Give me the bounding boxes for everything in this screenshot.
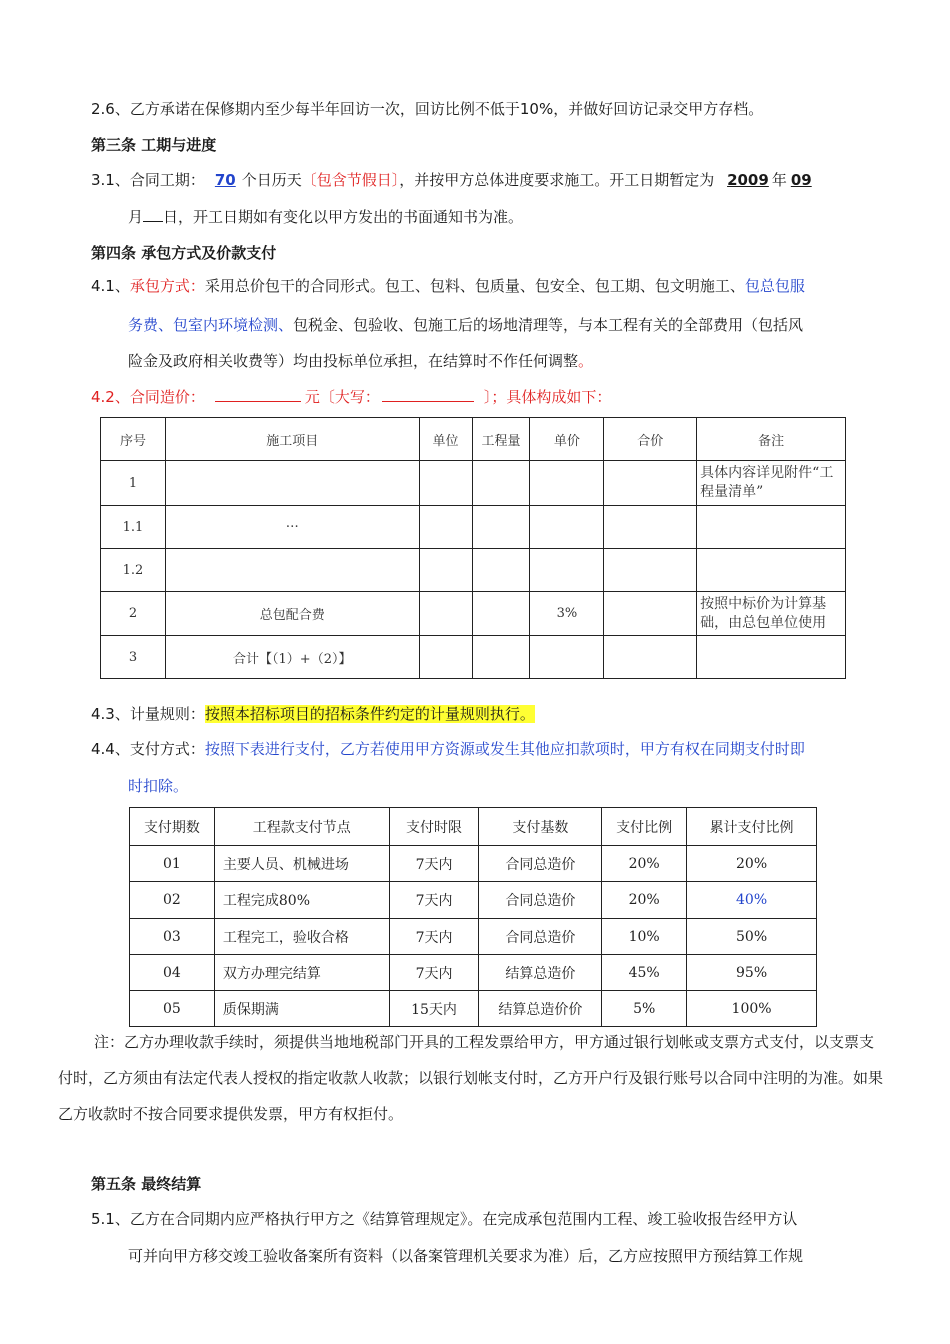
contract-price-blank <box>215 385 301 402</box>
table-cell: 20% <box>602 882 687 919</box>
table-cell <box>697 636 846 679</box>
table-cell <box>472 636 530 679</box>
clause-highlight: 务费、包室内环境检测、 <box>128 316 294 334</box>
clause-number: 3.1、 <box>91 171 130 189</box>
table-cell <box>472 592 530 636</box>
contract-price-words-blank <box>382 385 474 402</box>
clause-number: 5.1、 <box>91 1210 130 1228</box>
clause-text: 险金及政府相关收费等）均由投标单位承担，在结算时不作任何调整 <box>128 352 579 370</box>
table-cell <box>604 506 697 549</box>
table-cell <box>530 506 604 549</box>
table-cell <box>604 592 697 636</box>
clause-label: 承包方式： <box>129 277 205 295</box>
table-row <box>130 991 817 1027</box>
start-day-blank <box>143 205 163 222</box>
table-cell: 3 <box>101 636 166 679</box>
clause-5-1-cont: 可并向甲方移交竣工验收备案所有资料（以备案管理机关要求为准）后，乙方应按照甲方预结算工作规 <box>128 1247 804 1265</box>
column-header: 工程款支付节点 <box>214 808 389 846</box>
table-cell <box>419 636 472 679</box>
table-cell: 20% <box>602 846 687 882</box>
table-cell <box>165 461 419 506</box>
column-header: 单价 <box>530 418 604 461</box>
table-cell <box>604 636 697 679</box>
clause-text: 合同工期： <box>129 171 205 189</box>
clause-number: 4.4、 <box>91 740 130 758</box>
table-cell <box>472 506 530 549</box>
clause-label: 合同造价： <box>129 388 205 406</box>
table-cell: 50% <box>687 919 817 955</box>
table-cell <box>530 549 604 592</box>
table-row <box>130 882 817 919</box>
clause-text: ，并按甲方总体进度要求施工。开工日期暂定为 <box>399 171 720 189</box>
column-header: 合价 <box>604 418 697 461</box>
table-cell: 合同总造价 <box>479 846 602 882</box>
clause-3-1 <box>91 169 890 191</box>
table-cell: 15天内 <box>389 991 479 1027</box>
clause-text: 。 <box>578 352 594 370</box>
table-cell: 主要人员、机械进场 <box>214 846 389 882</box>
table-cell: 95% <box>687 955 817 991</box>
table-row <box>101 592 846 636</box>
table-cell: 1 <box>101 461 166 506</box>
table-row <box>101 549 846 592</box>
table-cell: 02 <box>130 882 215 919</box>
table-cell <box>604 549 697 592</box>
table-cell: 45% <box>602 955 687 991</box>
clause-text: 乙方在合同期内应严格执行甲方之《结算管理规定》。在完成承包范围内工程、竣工验收报告经甲方认 <box>129 1210 798 1228</box>
article-4-heading: 第四条 承包方式及价款支付 <box>91 244 277 262</box>
table-cell <box>530 636 604 679</box>
column-header: 备注 <box>697 418 846 461</box>
cost-breakdown-table <box>100 417 846 679</box>
clause-text: 元〔大写： <box>304 388 380 406</box>
table-cell: 3% <box>530 592 604 636</box>
table-row <box>130 919 817 955</box>
table-cell <box>604 461 697 506</box>
clause-text: 个日历天 <box>241 171 302 189</box>
table-cell: 7天内 <box>389 955 479 991</box>
holiday-note: 〔包含节假日〕 <box>301 171 400 189</box>
table-cell: 05 <box>130 991 215 1027</box>
table-cell: … <box>165 506 419 549</box>
table-cell: 7天内 <box>389 882 479 919</box>
table-cell: 按照中标价为计算基础，由总包单位使用 <box>697 592 846 636</box>
start-year: 2009 <box>727 171 769 189</box>
table-cell: 合同总造价 <box>479 882 602 919</box>
table-cell: 2 <box>101 592 166 636</box>
clause-text: 日，开工日期如有变化以甲方发出的书面通知书为准。 <box>163 208 524 226</box>
clause-3-1-cont <box>128 205 890 228</box>
clause-text: 月 <box>128 208 144 226</box>
table-row <box>130 955 817 991</box>
table-cell: 40% <box>687 882 817 919</box>
column-header: 单位 <box>419 418 472 461</box>
table-cell <box>419 506 472 549</box>
clause-4-3 <box>91 703 890 725</box>
clause-4-1-cont1 <box>128 314 890 336</box>
table-cell: 03 <box>130 919 215 955</box>
table-row <box>101 636 846 679</box>
payment-note: 注：乙方办理收款手续时，须提供当地地税部门开具的工程发票给甲方，甲方通过银行划帐或支票方式支付，以支票支付时，乙方须由有法定代表人授权的指定收款人收款；以银行划帐支付时，乙方开户行及银行账号以合同中注明的为准。如果乙方收款时不按合同要求提供发票，甲方有权拒付。 <box>58 1033 884 1123</box>
clause-text: 包税金、包验收、包施工后的场地清理等，与本工程有关的全部费用（包括风 <box>293 316 804 334</box>
column-header: 施工项目 <box>165 418 419 461</box>
table-cell: 总包配合费 <box>165 592 419 636</box>
table-cell: 100% <box>687 991 817 1027</box>
table-cell <box>697 549 846 592</box>
payment-schedule-table <box>129 807 817 1027</box>
clause-4-4-cont: 时扣除。 <box>128 777 189 795</box>
clause-text: 年 <box>771 171 787 189</box>
column-header: 序号 <box>101 418 166 461</box>
table-header-row <box>101 418 846 461</box>
table-cell: 质保期满 <box>214 991 389 1027</box>
table-cell <box>530 461 604 506</box>
contract-days: 70 <box>214 171 236 189</box>
start-month: 09 <box>790 171 812 189</box>
clause-number: 4.1、 <box>91 277 130 295</box>
column-header: 支付时限 <box>389 808 479 846</box>
table-cell: 7天内 <box>389 919 479 955</box>
clause-5-1 <box>91 1208 890 1230</box>
table-cell: 工程完成80% <box>214 882 389 919</box>
table-cell: 10% <box>602 919 687 955</box>
clause-text: 〕；具体构成如下： <box>483 388 612 406</box>
table-cell <box>472 461 530 506</box>
table-cell: 20% <box>687 846 817 882</box>
clause-4-1-cont2 <box>128 350 890 372</box>
column-header: 支付期数 <box>130 808 215 846</box>
table-row <box>130 846 817 882</box>
table-cell <box>697 506 846 549</box>
table-cell: 1.1 <box>101 506 166 549</box>
table-cell: 合计【（1）+（2）】 <box>165 636 419 679</box>
table-cell <box>419 461 472 506</box>
clause-label: 支付方式： <box>129 740 205 758</box>
table-cell <box>472 549 530 592</box>
table-cell: 具体内容详见附件“工程量清单” <box>697 461 846 506</box>
table-cell: 结算总造价 <box>479 955 602 991</box>
table-cell: 01 <box>130 846 215 882</box>
table-cell <box>419 592 472 636</box>
clause-highlight: 包总包服 <box>744 277 805 295</box>
article-3-heading: 第三条 工期与进度 <box>91 136 217 154</box>
table-cell: 结算总造价价 <box>479 991 602 1027</box>
table-cell: 合同总造价 <box>479 919 602 955</box>
table-cell: 04 <box>130 955 215 991</box>
table-cell: 7天内 <box>389 846 479 882</box>
column-header: 支付比例 <box>602 808 687 846</box>
table-row <box>101 506 846 549</box>
table-cell <box>165 549 419 592</box>
clause-text: 按照下表进行支付，乙方若使用甲方资源或发生其他应扣款项时，甲方有权在同期支付时即 <box>204 740 805 758</box>
clause-number: 4.2、 <box>91 388 130 406</box>
clause-4-4 <box>91 738 890 760</box>
table-cell: 5% <box>602 991 687 1027</box>
clause-4-1 <box>91 275 890 297</box>
clause-4-2 <box>91 385 890 408</box>
table-row <box>101 461 846 506</box>
measurement-rule-highlight: 按照本招标项目的招标条件约定的计量规则执行。 <box>204 705 535 723</box>
column-header: 累计支付比例 <box>687 808 817 846</box>
table-cell <box>419 549 472 592</box>
table-cell: 双方办理完结算 <box>214 955 389 991</box>
clause-2-6: 2.6、乙方承诺在保修期内至少每半年回访一次，回访比例不低于10%，并做好回访记录交甲方存档。 <box>91 100 764 118</box>
table-header-row <box>130 808 817 846</box>
clause-label: 计量规则： <box>129 705 205 723</box>
clause-number: 4.3、 <box>91 705 130 723</box>
column-header: 工程量 <box>472 418 530 461</box>
table-cell: 工程完工，验收合格 <box>214 919 389 955</box>
article-5-heading: 第五条 最终结算 <box>91 1175 202 1193</box>
table-cell: 1.2 <box>101 549 166 592</box>
clause-text: 采用总价包干的合同形式。包工、包料、包质量、包安全、包工期、包文明施工、 <box>204 277 745 295</box>
column-header: 支付基数 <box>479 808 602 846</box>
